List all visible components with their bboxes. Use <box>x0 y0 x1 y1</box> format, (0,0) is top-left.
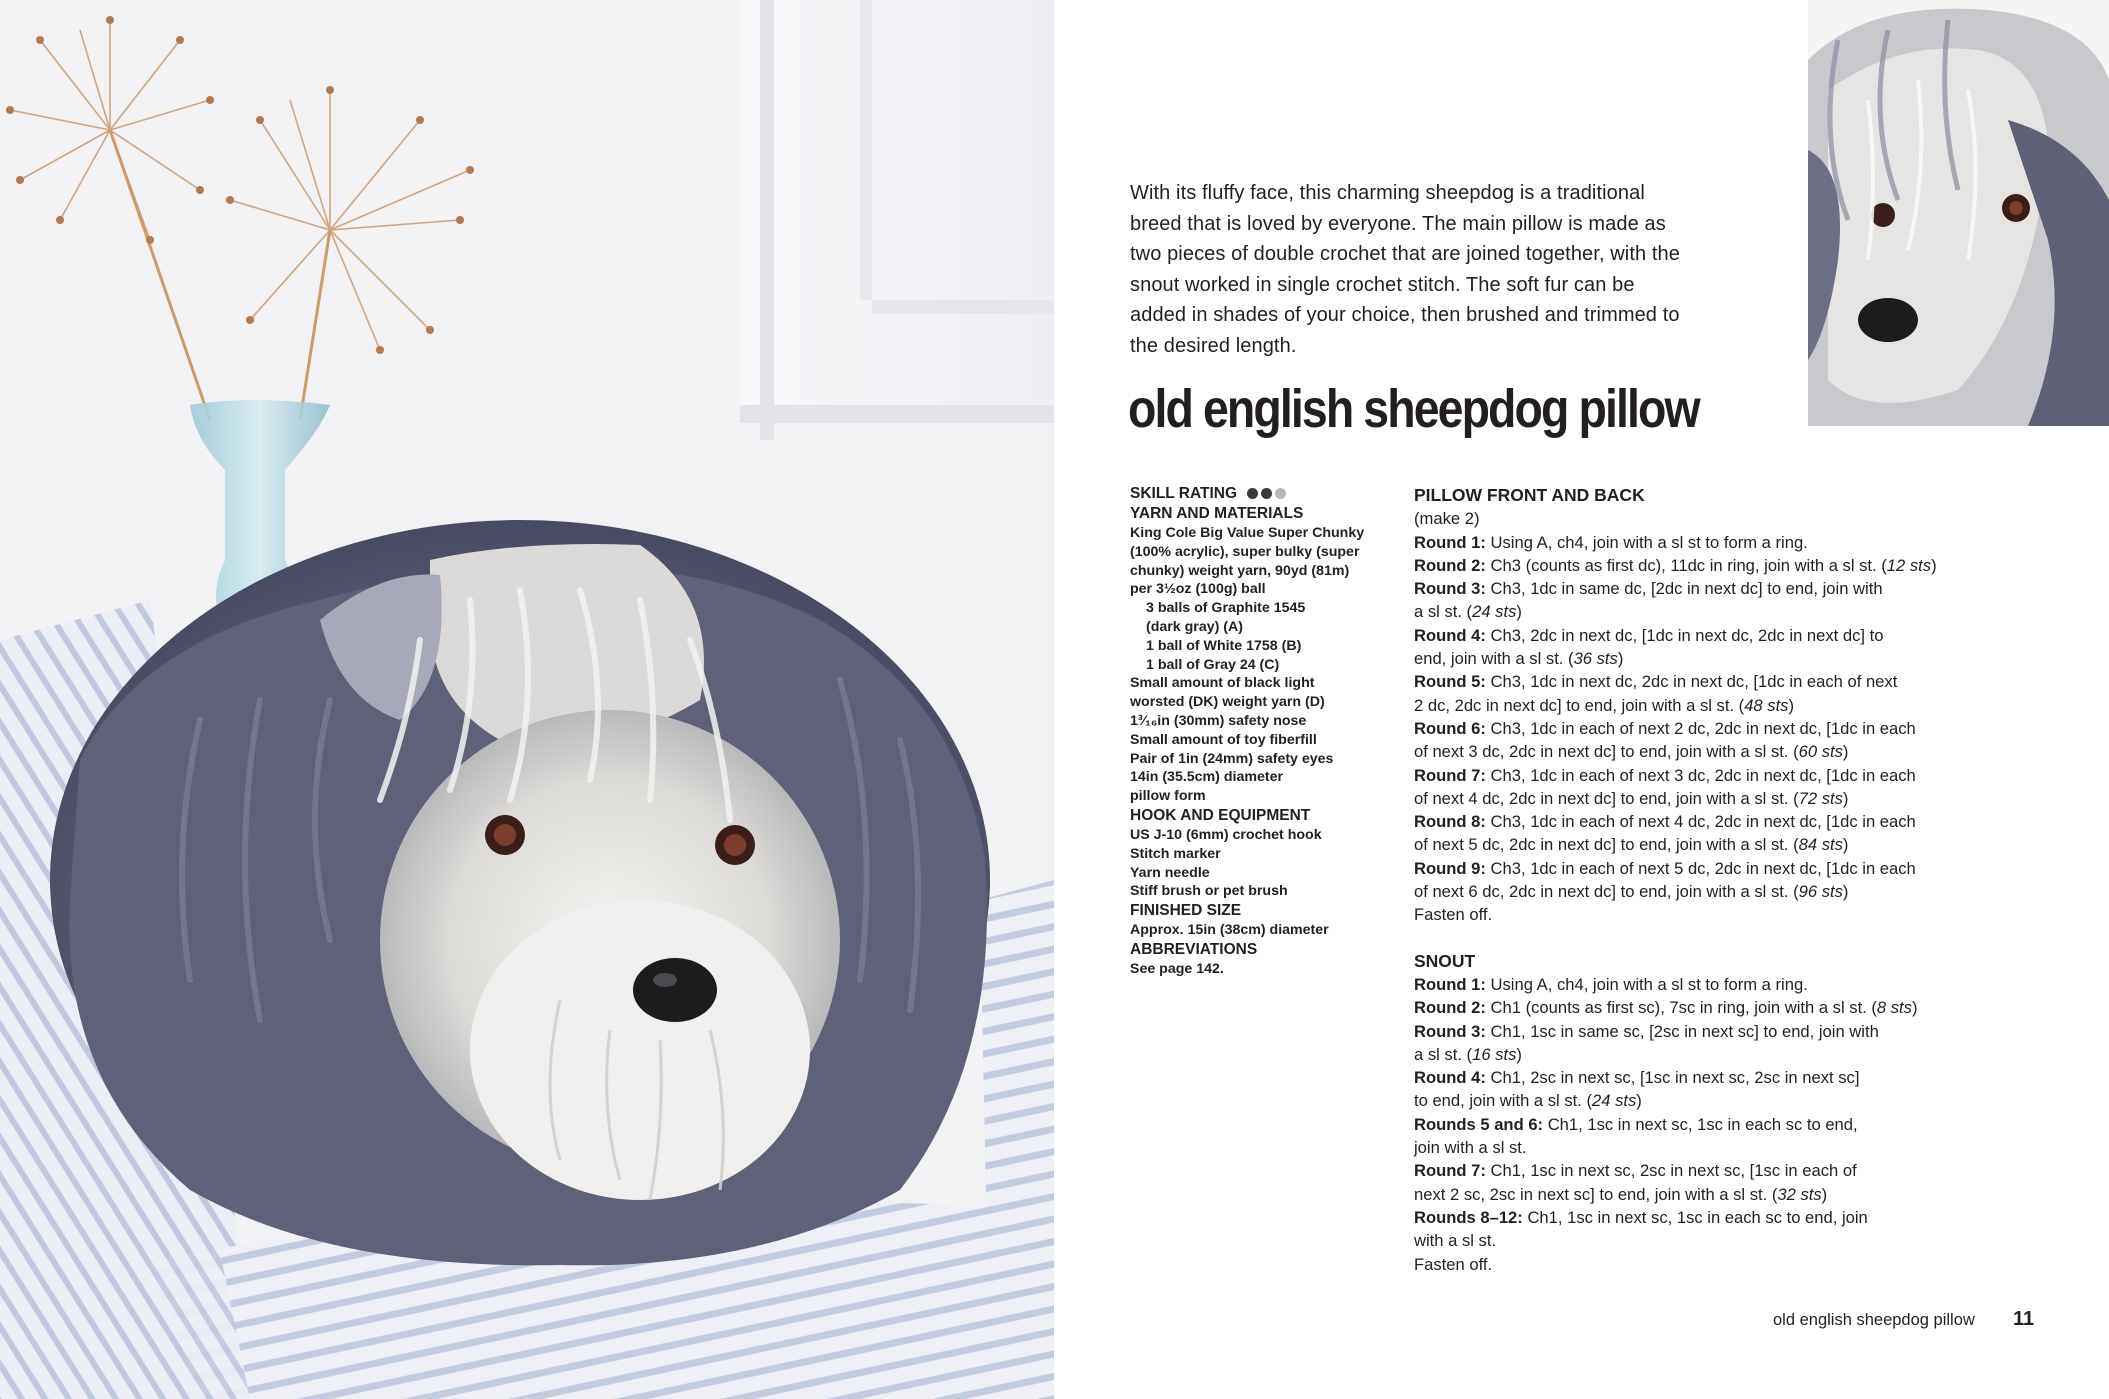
round-text: Using A, ch4, join with a sl st to form a ring. <box>1490 974 1808 994</box>
pattern-round-cont: end, join with a sl st. (36 sts) <box>1414 649 1624 669</box>
round-text: Ch1 (counts as first sc), 7sc in ring, join with a sl st. ( <box>1490 998 1877 1018</box>
pattern-round-cont <box>1414 1136 1974 1159</box>
black-yarn-line: worsted (DK) weight yarn (D) <box>1130 694 1325 711</box>
round-text-cont: of next 4 dc, 2dc in next dc] to end, join with a sl st. ( <box>1414 788 1799 808</box>
round-label: Round 7: <box>1414 1161 1486 1181</box>
pattern-round <box>1414 1206 1974 1229</box>
round-text: Ch3, 1dc in each of next 3 dc, 2dc in next dc, [1dc in each <box>1490 765 1916 785</box>
photo-illustration <box>0 0 1054 1399</box>
round-label: Round 9: <box>1414 858 1486 878</box>
front-back-heading: PILLOW FRONT AND BACK <box>1414 485 1645 505</box>
pattern-round-cont: of next 5 dc, 2dc in next dc] to end, join with a sl st. (84 sts) <box>1414 835 1849 855</box>
pattern-round-cont: of next 6 dc, 2dc in next dc] to end, join with a sl st. (96 sts) <box>1414 882 1849 902</box>
round-label: Round 3: <box>1414 1021 1486 1041</box>
yarn-main-line: King Cole Big Value Super Chunky <box>1130 525 1365 542</box>
yarn-main-line: per 3½oz (100g) ball <box>1130 581 1266 598</box>
round-text: Ch1, 2sc in next sc, [1sc in next sc, 2sc in next sc] <box>1490 1068 1860 1088</box>
round-label: Rounds 8–12: <box>1414 1207 1523 1227</box>
skill-dot-off <box>1275 488 1286 499</box>
materials-column <box>1130 484 1390 979</box>
pillow-form-line: 14in (35.5cm) diameter <box>1130 769 1283 786</box>
round-label: Round 8: <box>1414 812 1486 832</box>
round-text: Using A, ch4, join with a sl st to form a ring. <box>1490 532 1808 552</box>
round-text: Ch3, 1dc in next dc, 2dc in next dc, [1dc in each of next <box>1490 672 1898 692</box>
pattern-round <box>1414 764 1974 787</box>
round-text: Ch1, 1sc in next sc, 2sc in next sc, [1sc in each of <box>1490 1161 1857 1181</box>
page-number: 11 <box>2013 1308 2035 1330</box>
pattern-round-cont: to end, join with a sl st. (24 sts) <box>1414 1091 1642 1111</box>
snout-rounds <box>1414 973 1974 1253</box>
pattern-round <box>1414 531 1974 554</box>
round-label: Round 1: <box>1414 974 1486 994</box>
round-text-cont: a sl st. ( <box>1414 602 1473 622</box>
pattern-round-cont <box>1414 1229 1974 1252</box>
stitch-count: 12 sts <box>1886 555 1932 575</box>
running-head: old english sheepdog pillow <box>1773 1311 1975 1329</box>
stitch-count: 72 sts <box>1798 788 1843 808</box>
round-text: Ch3, 1dc in each of next 4 dc, 2dc in next dc, [1dc in each <box>1490 812 1916 832</box>
hook-heading: HOOK AND EQUIPMENT <box>1130 807 1311 825</box>
round-text-cont: to end, join with a sl st. ( <box>1414 1091 1593 1111</box>
stitch-count: 16 sts <box>1472 1044 1517 1064</box>
hook-item: Yarn needle <box>1130 864 1210 881</box>
size-value: Approx. 15in (38cm) diameter <box>1130 922 1329 939</box>
abbrev-heading: ABBREVIATIONS <box>1130 941 1258 959</box>
pattern-round-cont: next 2 sc, 2sc in next sc] to end, join with a sl st. (32 sts) <box>1414 1184 1828 1204</box>
intro-paragraph: With its fluffy face, this charming sheepdog is a traditional breed that is loved by everyone. The main pillow is made as two pieces of double crochet that are joined together, with the snout worked in single crochet stitch. The soft fur can be added in shades of your choice, then brushed and trimmed to the desired length. <box>1130 182 1680 357</box>
pillow-form-line: pillow form <box>1130 788 1206 805</box>
round-text: Ch3 (counts as first dc), 11dc in ring, join with a sl st. ( <box>1490 555 1887 575</box>
stitch-count: 32 sts <box>1777 1184 1822 1204</box>
skill-dot-on <box>1261 488 1272 499</box>
pattern-round <box>1414 810 1974 833</box>
hook-item: Stitch marker <box>1130 845 1221 862</box>
round-label: Round 4: <box>1414 1068 1486 1088</box>
pattern-round <box>1414 1020 1974 1043</box>
toy-fiberfill: Small amount of toy fiberfill <box>1130 731 1317 748</box>
round-label: Round 6: <box>1414 718 1486 738</box>
stitch-count: 48 sts <box>1744 695 1789 715</box>
yarn-ball-line: 3 balls of Graphite 1545 <box>1146 600 1306 617</box>
yarn-ball-line: 1 ball of Gray 24 (C) <box>1146 656 1280 673</box>
yarn-main-line: (100% acrylic), super bulky (super <box>1130 543 1360 560</box>
round-text-cont: of next 5 dc, 2dc in next dc] to end, join with a sl st. ( <box>1414 835 1799 855</box>
stitch-count: 8 sts <box>1876 998 1912 1018</box>
pattern-round-cont: a sl st. (16 sts) <box>1414 1044 1522 1064</box>
detail-illustration <box>1808 0 2109 426</box>
front-back-rounds <box>1414 531 1974 904</box>
hook-item: US J-10 (6mm) crochet hook <box>1130 827 1322 844</box>
pattern-round <box>1414 577 1974 600</box>
round-text: Ch1, 1sc in same sc, [2sc in next sc] to end, join with <box>1490 1021 1879 1041</box>
pattern-round <box>1414 624 1974 647</box>
round-label: Round 4: <box>1414 625 1486 645</box>
stitch-count: 96 sts <box>1798 882 1843 902</box>
round-text-cont: of next 6 dc, 2dc in next dc] to end, join with a sl st. ( <box>1414 882 1799 902</box>
stitch-count: 24 sts <box>1472 602 1517 622</box>
hook-item: Stiff brush or pet brush <box>1130 883 1288 900</box>
abbrev-value: See page 142. <box>1130 961 1224 978</box>
round-text-cont: next 2 sc, 2sc in next sc] to end, join with a sl st. ( <box>1414 1184 1778 1204</box>
skill-rating-dots <box>1247 484 1289 504</box>
pattern-round-cont: of next 3 dc, 2dc in next dc] to end, join with a sl st. (60 sts) <box>1414 742 1849 762</box>
skill-rating-label: SKILL RATING <box>1130 485 1238 503</box>
pattern-round: Round 2: Ch3 (counts as first dc), 11dc in ring, join with a sl st. (12 sts) <box>1414 555 1937 575</box>
pattern-round <box>1414 670 1974 693</box>
round-text-cont: 2 dc, 2dc in next dc] to end, join with a sl st. ( <box>1414 695 1745 715</box>
round-text: Ch3, 1dc in same dc, [2dc in next dc] to end, join with <box>1490 579 1883 599</box>
yarn-ball-line: (dark gray) (A) <box>1146 619 1243 636</box>
pattern-round-cont: 2 dc, 2dc in next dc] to end, join with a sl st. (48 sts) <box>1414 695 1795 715</box>
stitch-count: 84 sts <box>1798 835 1843 855</box>
sheepdog-pillow-photo <box>0 0 1054 1399</box>
pattern-round <box>1414 973 1974 996</box>
round-label: Round 2: <box>1414 998 1486 1018</box>
pattern-round: Round 2: Ch1 (counts as first sc), 7sc in ring, join with a sl st. (8 sts) <box>1414 998 1918 1018</box>
round-text: Ch1, 1sc in next sc, 1sc in each sc to end, <box>1547 1114 1858 1134</box>
round-text-cont: with a sl st. <box>1414 1231 1497 1251</box>
yarn-main-line: chunky) weight yarn, 90yd (81m) <box>1130 562 1350 579</box>
round-text-cont: end, join with a sl st. ( <box>1414 649 1574 669</box>
pattern-round <box>1414 1113 1974 1136</box>
black-yarn-line: Small amount of black light <box>1130 675 1315 692</box>
pattern-round <box>1414 1066 1974 1089</box>
yarn-heading: YARN AND MATERIALS <box>1130 505 1304 523</box>
round-text: Ch3, 2dc in next dc, [1dc in next dc, 2dc in next dc] to <box>1490 625 1884 645</box>
page-title: old english sheepdog pillow <box>1128 379 1699 439</box>
instructions-column <box>1414 484 1974 1276</box>
pattern-round <box>1414 717 1974 740</box>
skill-rating <box>1130 484 1390 504</box>
round-text-cont: of next 3 dc, 2dc in next dc] to end, join with a sl st. ( <box>1414 742 1799 762</box>
round-text-cont: join with a sl st. <box>1414 1138 1527 1158</box>
pattern-round <box>1414 857 1974 880</box>
round-label: Round 3: <box>1414 579 1486 599</box>
front-fasten-off: Fasten off. <box>1414 905 1493 925</box>
round-text: Ch3, 1dc in each of next 5 dc, 2dc in next dc, [1dc in each <box>1490 858 1916 878</box>
round-text: Ch1, 1sc in next sc, 1sc in each sc to end, join <box>1527 1207 1868 1227</box>
stitch-count: 24 sts <box>1592 1091 1637 1111</box>
pattern-round <box>1414 1159 1974 1182</box>
round-text: Ch3, 1dc in each of next 2 dc, 2dc in next dc, [1dc in each <box>1490 718 1916 738</box>
stitch-count: 36 sts <box>1573 649 1618 669</box>
skill-dot-on <box>1247 488 1258 499</box>
round-label: Round 1: <box>1414 532 1486 552</box>
round-label: Round 7: <box>1414 765 1486 785</box>
yarn-ball-line: 1 ball of White 1758 (B) <box>1146 637 1302 654</box>
round-text-cont: a sl st. ( <box>1414 1044 1473 1064</box>
pattern-round-cont: of next 4 dc, 2dc in next dc] to end, join with a sl st. (72 sts) <box>1414 788 1849 808</box>
stitch-count: 60 sts <box>1798 742 1843 762</box>
round-label: Round 2: <box>1414 555 1486 575</box>
round-label: Round 5: <box>1414 672 1486 692</box>
front-back-note: (make 2) <box>1414 509 1480 529</box>
sheepdog-detail-photo <box>1808 0 2109 426</box>
pattern-round-cont: a sl st. (24 sts) <box>1414 602 1522 622</box>
size-heading: FINISHED SIZE <box>1130 902 1242 920</box>
safety-eyes: Pair of 1in (24mm) safety eyes <box>1130 750 1334 767</box>
round-label: Rounds 5 and 6: <box>1414 1114 1544 1134</box>
snout-fasten-off: Fasten off. <box>1414 1254 1493 1274</box>
safety-nose: 1³⁄₁₆in (30mm) safety nose <box>1130 713 1307 730</box>
snout-heading: SNOUT <box>1414 950 1476 971</box>
